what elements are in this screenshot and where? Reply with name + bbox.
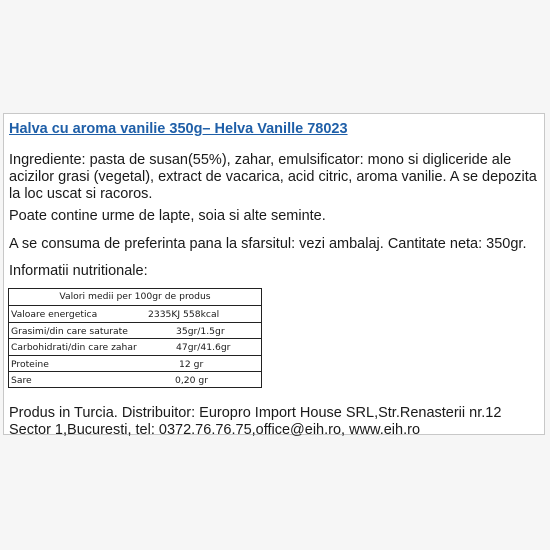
nutrition-row-protein <box>9 356 261 373</box>
nutrition-row-label: Sare <box>11 375 32 386</box>
best-before-text: A se consuma de preferinta pana la sfarsitul: vezi ambalaj. Cantitate neta: 350gr. <box>9 236 527 252</box>
nutrition-row-label: Valoare energetica <box>11 309 98 320</box>
nutrition-row-value: 47gr/41.6gr <box>176 342 231 353</box>
nutrition-table-header: Valori medii per 100gr de produs <box>9 289 261 306</box>
nutrition-row-fat <box>9 323 261 340</box>
nutrition-row-salt <box>9 372 261 389</box>
nutrition-row-label: Proteine <box>11 358 49 370</box>
product-label-card <box>3 113 545 438</box>
nutrition-row-value: 2335KJ 558kcal <box>148 309 220 320</box>
nutrition-row-label: Carbohidrati/din care zahar <box>11 342 137 353</box>
nutrition-row-energy <box>9 306 261 323</box>
nutrition-row-value: 12 gr <box>179 358 204 370</box>
nutrition-table <box>8 288 262 388</box>
nutrition-heading: Informatii nutritionale: <box>9 263 148 279</box>
ingredients-text: Ingrediente: pasta de susan(55%), zahar, emulsificator: mono si digliceride ale acizilor grasi (vegetal), extract de vacarica, acid citric, aroma vanilie. A se depozita la loc uscat si racoros. <box>9 152 537 202</box>
nutrition-row-value: 35gr/1.5gr <box>176 325 225 337</box>
nutrition-row-value: 0,20 gr <box>175 375 208 386</box>
product-title: Halva cu aroma vanilie 350g– Helva Vanille 78023 <box>9 121 348 137</box>
nutrition-row-label: Grasimi/din care saturate <box>11 325 128 337</box>
producer-distributor-text: Produs in Turcia. Distribuitor: Europro Import House SRL,Str.Renasterii nr.12 Sector 1,Bucuresti, tel: 0372.76.76.75,office@eih.ro, www.eih.ro <box>9 405 502 438</box>
nutrition-row-carbs <box>9 339 261 356</box>
allergen-traces-text: Poate contine urme de lapte, soia si alte seminte. <box>9 208 326 224</box>
